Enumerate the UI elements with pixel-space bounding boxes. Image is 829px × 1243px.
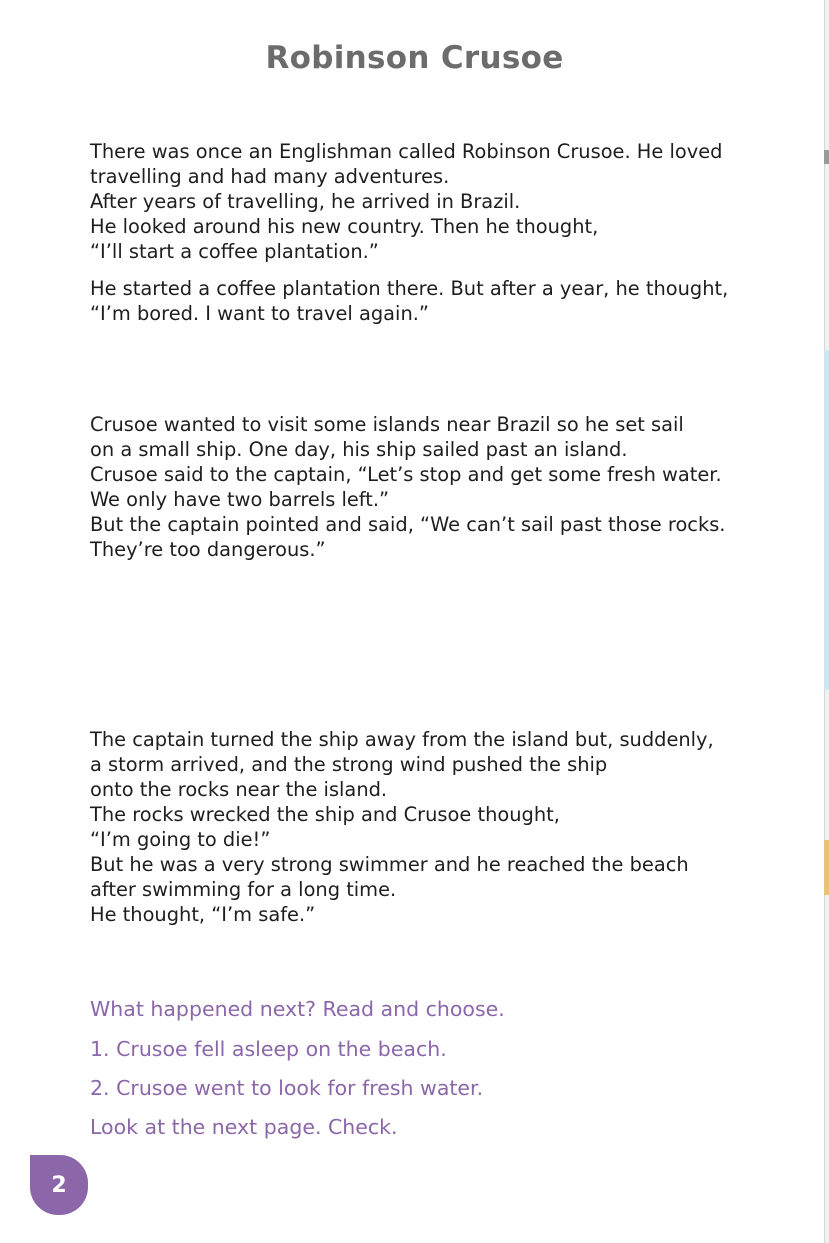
story-line: He started a coffee plantation there. But after a year, he thought, — [90, 277, 729, 300]
story-line: There was once an Englishman called Robinson Crusoe. He loved — [90, 140, 723, 163]
story-line: He looked around his new country. Then he thought, — [90, 215, 599, 238]
story-paragraph-4 — [90, 727, 790, 927]
story-line: Crusoe said to the captain, “Let’s stop and get some fresh water. — [90, 463, 722, 486]
story-line: They’re too dangerous.” — [90, 538, 326, 561]
page-edge-mark — [824, 840, 829, 895]
story-line: But the captain pointed and said, “We can’t sail past those rocks. — [90, 513, 726, 536]
story-line: “I’m going to die!” — [90, 828, 271, 851]
story-paragraph-2 — [90, 276, 790, 326]
page-number: 2 — [51, 1172, 67, 1198]
question-prompt: What happened next? Read and choose. — [90, 997, 505, 1021]
story-line: We only have two barrels left.” — [90, 488, 390, 511]
answer-option-2[interactable]: 2. Crusoe went to look for fresh water. — [90, 1076, 484, 1100]
story-line: He thought, “I’m safe.” — [90, 903, 316, 926]
page-title: Robinson Crusoe — [265, 40, 564, 76]
story-line: “I’m bored. I want to travel again.” — [90, 302, 429, 325]
story-line: The captain turned the ship away from the island but, suddenly, — [90, 728, 714, 751]
story-line: after swimming for a long time. — [90, 878, 397, 901]
page-edge-mark — [824, 350, 829, 690]
page-edge-mark — [824, 150, 829, 164]
story-line: The rocks wrecked the ship and Crusoe thought, — [90, 803, 560, 826]
answer-option-1[interactable]: 1. Crusoe fell asleep on the beach. — [90, 1037, 447, 1061]
story-paragraph-3 — [90, 412, 790, 562]
story-line: on a small ship. One day, his ship sailed past an island. — [90, 438, 628, 461]
story-line: travelling and had many adventures. — [90, 165, 450, 188]
story-line: “I’ll start a coffee plantation.” — [90, 240, 379, 263]
story-line: Crusoe wanted to visit some islands near Brazil so he set sail — [90, 413, 684, 436]
question-instruction: Look at the next page. Check. — [90, 1115, 398, 1139]
story-line: After years of travelling, he arrived in Brazil. — [90, 190, 521, 213]
story-paragraph-1 — [90, 139, 790, 264]
story-line: a storm arrived, and the strong wind pushed the ship — [90, 753, 608, 776]
story-line: onto the rocks near the island. — [90, 778, 388, 801]
page-number-badge — [30, 1155, 88, 1215]
story-line: But he was a very strong swimmer and he reached the beach — [90, 853, 689, 876]
